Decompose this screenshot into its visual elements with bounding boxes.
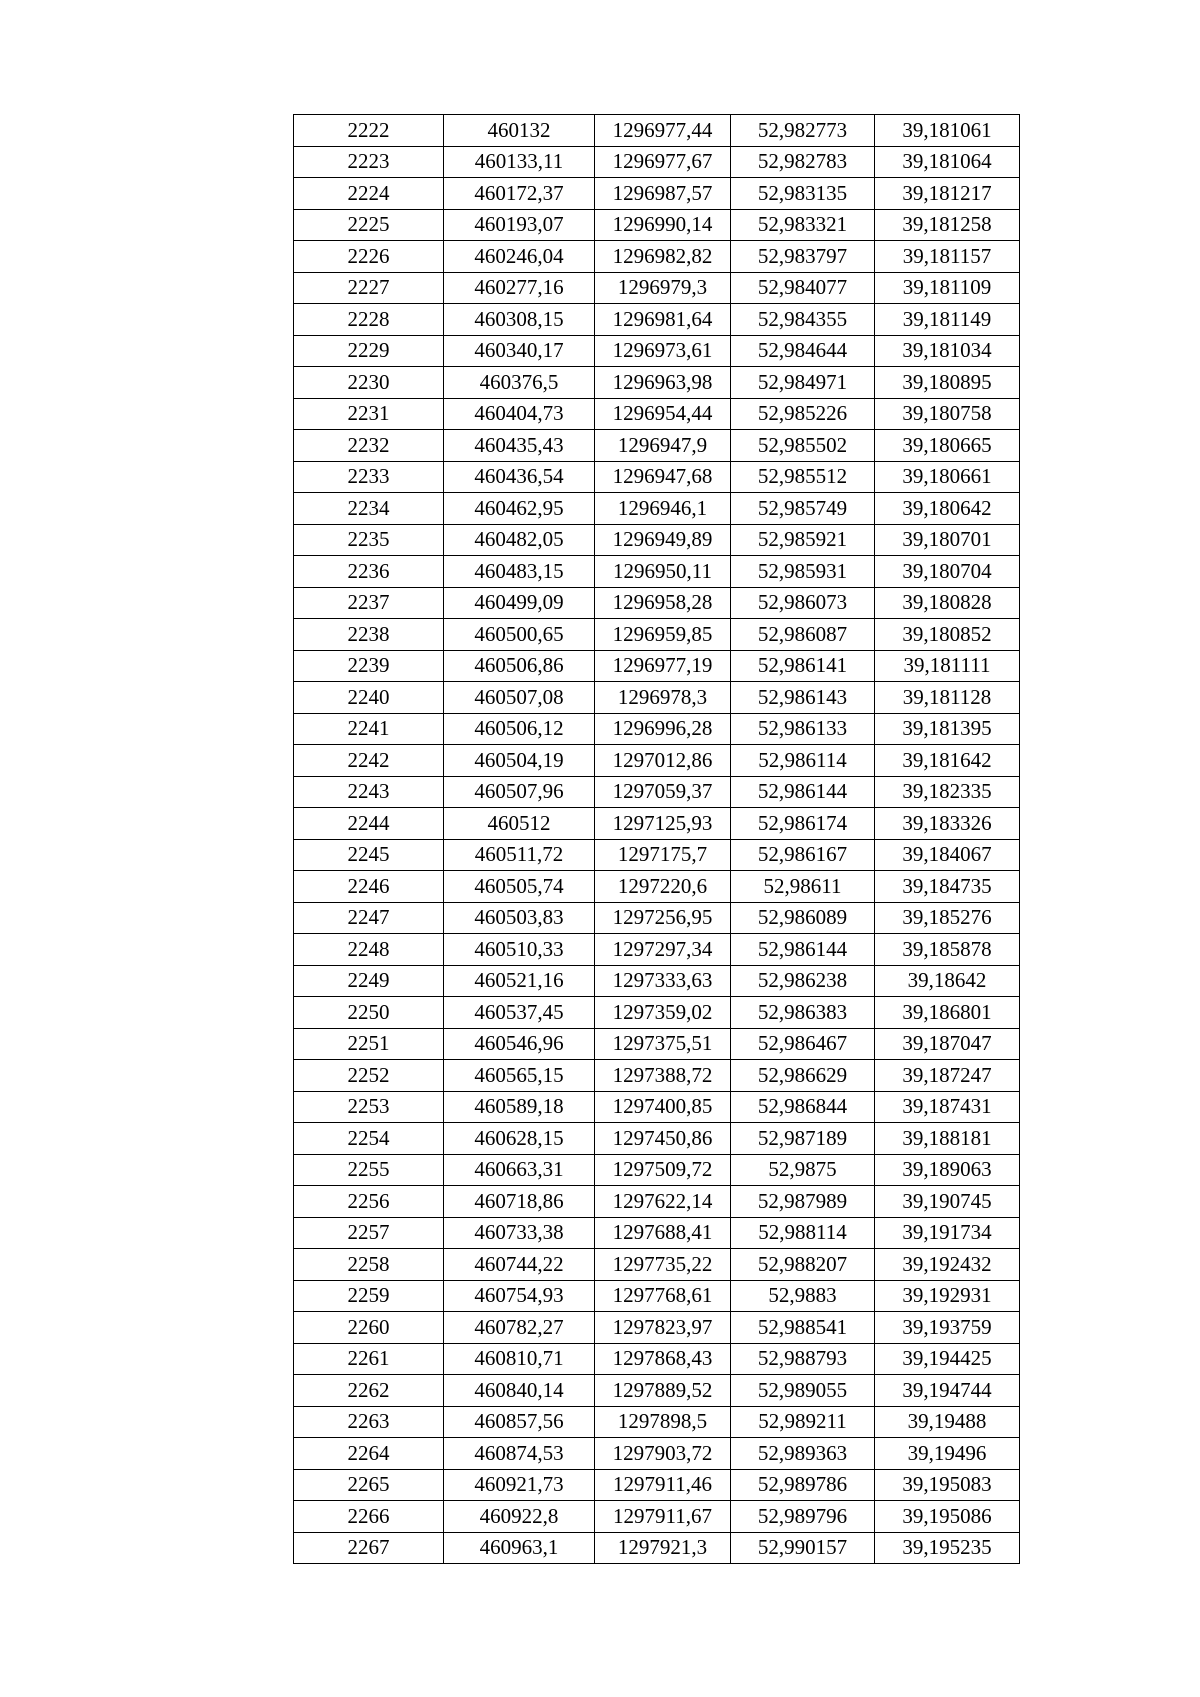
table-row <box>294 965 1020 997</box>
x-coordinate-cell: 460462,95 <box>444 493 595 525</box>
x-coordinate-cell: 460133,11 <box>444 146 595 178</box>
longitude-cell: 39,195086 <box>875 1501 1020 1533</box>
longitude-cell: 39,181157 <box>875 241 1020 273</box>
table-row <box>294 776 1020 808</box>
x-coordinate-cell: 460193,07 <box>444 209 595 241</box>
table-row <box>294 335 1020 367</box>
point-number-cell: 2231 <box>294 398 444 430</box>
longitude-cell: 39,180661 <box>875 461 1020 493</box>
y-coordinate-cell: 1297400,85 <box>595 1091 731 1123</box>
latitude-cell: 52,989211 <box>731 1406 875 1438</box>
x-coordinate-cell: 460840,14 <box>444 1375 595 1407</box>
point-number-cell: 2238 <box>294 619 444 651</box>
table-row <box>294 934 1020 966</box>
latitude-cell: 52,982783 <box>731 146 875 178</box>
point-number-cell: 2232 <box>294 430 444 462</box>
table-row <box>294 997 1020 1029</box>
table-row <box>294 745 1020 777</box>
longitude-cell: 39,186801 <box>875 997 1020 1029</box>
table-row <box>294 1438 1020 1470</box>
latitude-cell: 52,986238 <box>731 965 875 997</box>
latitude-cell: 52,984971 <box>731 367 875 399</box>
y-coordinate-cell: 1297911,67 <box>595 1501 731 1533</box>
table-row <box>294 367 1020 399</box>
latitude-cell: 52,988541 <box>731 1312 875 1344</box>
latitude-cell: 52,986087 <box>731 619 875 651</box>
table-row <box>294 1217 1020 1249</box>
latitude-cell: 52,986114 <box>731 745 875 777</box>
x-coordinate-cell: 460963,1 <box>444 1532 595 1564</box>
table-row <box>294 713 1020 745</box>
point-number-cell: 2255 <box>294 1154 444 1186</box>
longitude-cell: 39,181642 <box>875 745 1020 777</box>
x-coordinate-cell: 460537,45 <box>444 997 595 1029</box>
longitude-cell: 39,187247 <box>875 1060 1020 1092</box>
table-row <box>294 524 1020 556</box>
longitude-cell: 39,185276 <box>875 902 1020 934</box>
y-coordinate-cell: 1296950,11 <box>595 556 731 588</box>
y-coordinate-cell: 1296982,82 <box>595 241 731 273</box>
table-row <box>294 587 1020 619</box>
y-coordinate-cell: 1297388,72 <box>595 1060 731 1092</box>
longitude-cell: 39,181064 <box>875 146 1020 178</box>
x-coordinate-cell: 460511,72 <box>444 839 595 871</box>
longitude-cell: 39,194744 <box>875 1375 1020 1407</box>
y-coordinate-cell: 1296973,61 <box>595 335 731 367</box>
point-number-cell: 2250 <box>294 997 444 1029</box>
y-coordinate-cell: 1297622,14 <box>595 1186 731 1218</box>
x-coordinate-cell: 460435,43 <box>444 430 595 462</box>
x-coordinate-cell: 460512 <box>444 808 595 840</box>
y-coordinate-cell: 1296977,44 <box>595 115 731 147</box>
y-coordinate-cell: 1297903,72 <box>595 1438 731 1470</box>
point-number-cell: 2256 <box>294 1186 444 1218</box>
longitude-cell: 39,187047 <box>875 1028 1020 1060</box>
point-number-cell: 2258 <box>294 1249 444 1281</box>
point-number-cell: 2265 <box>294 1469 444 1501</box>
latitude-cell: 52,985226 <box>731 398 875 430</box>
point-number-cell: 2267 <box>294 1532 444 1564</box>
x-coordinate-cell: 460246,04 <box>444 241 595 273</box>
longitude-cell: 39,181061 <box>875 115 1020 147</box>
table-row <box>294 1343 1020 1375</box>
point-number-cell: 2235 <box>294 524 444 556</box>
x-coordinate-cell: 460308,15 <box>444 304 595 336</box>
x-coordinate-cell: 460510,33 <box>444 934 595 966</box>
latitude-cell: 52,985749 <box>731 493 875 525</box>
y-coordinate-cell: 1297125,93 <box>595 808 731 840</box>
x-coordinate-cell: 460404,73 <box>444 398 595 430</box>
latitude-cell: 52,984644 <box>731 335 875 367</box>
longitude-cell: 39,181034 <box>875 335 1020 367</box>
latitude-cell: 52,989363 <box>731 1438 875 1470</box>
latitude-cell: 52,9883 <box>731 1280 875 1312</box>
latitude-cell: 52,986073 <box>731 587 875 619</box>
y-coordinate-cell: 1297735,22 <box>595 1249 731 1281</box>
x-coordinate-cell: 460521,16 <box>444 965 595 997</box>
x-coordinate-cell: 460503,83 <box>444 902 595 934</box>
longitude-cell: 39,180852 <box>875 619 1020 651</box>
table-row <box>294 1532 1020 1564</box>
point-number-cell: 2227 <box>294 272 444 304</box>
longitude-cell: 39,187431 <box>875 1091 1020 1123</box>
longitude-cell: 39,180665 <box>875 430 1020 462</box>
longitude-cell: 39,18642 <box>875 965 1020 997</box>
point-number-cell: 2259 <box>294 1280 444 1312</box>
y-coordinate-cell: 1296954,44 <box>595 398 731 430</box>
longitude-cell: 39,180895 <box>875 367 1020 399</box>
point-number-cell: 2254 <box>294 1123 444 1155</box>
latitude-cell: 52,983321 <box>731 209 875 241</box>
longitude-cell: 39,184067 <box>875 839 1020 871</box>
table-row <box>294 1406 1020 1438</box>
table-row <box>294 902 1020 934</box>
latitude-cell: 52,987189 <box>731 1123 875 1155</box>
y-coordinate-cell: 1297768,61 <box>595 1280 731 1312</box>
point-number-cell: 2248 <box>294 934 444 966</box>
latitude-cell: 52,989796 <box>731 1501 875 1533</box>
y-coordinate-cell: 1296959,85 <box>595 619 731 651</box>
point-number-cell: 2222 <box>294 115 444 147</box>
longitude-cell: 39,193759 <box>875 1312 1020 1344</box>
table-row <box>294 556 1020 588</box>
table-row <box>294 146 1020 178</box>
x-coordinate-cell: 460172,37 <box>444 178 595 210</box>
point-number-cell: 2229 <box>294 335 444 367</box>
longitude-cell: 39,191734 <box>875 1217 1020 1249</box>
latitude-cell: 52,989055 <box>731 1375 875 1407</box>
latitude-cell: 52,986383 <box>731 997 875 1029</box>
longitude-cell: 39,189063 <box>875 1154 1020 1186</box>
x-coordinate-cell: 460505,74 <box>444 871 595 903</box>
longitude-cell: 39,181395 <box>875 713 1020 745</box>
table-row <box>294 619 1020 651</box>
y-coordinate-cell: 1297898,5 <box>595 1406 731 1438</box>
x-coordinate-cell: 460483,15 <box>444 556 595 588</box>
latitude-cell: 52,986167 <box>731 839 875 871</box>
point-number-cell: 2223 <box>294 146 444 178</box>
table-row <box>294 871 1020 903</box>
x-coordinate-cell: 460874,53 <box>444 1438 595 1470</box>
table-row <box>294 839 1020 871</box>
point-number-cell: 2224 <box>294 178 444 210</box>
table-row <box>294 178 1020 210</box>
y-coordinate-cell: 1297688,41 <box>595 1217 731 1249</box>
point-number-cell: 2237 <box>294 587 444 619</box>
point-number-cell: 2240 <box>294 682 444 714</box>
table-row <box>294 1249 1020 1281</box>
table-row <box>294 1375 1020 1407</box>
latitude-cell: 52,985921 <box>731 524 875 556</box>
table-row <box>294 1154 1020 1186</box>
point-number-cell: 2251 <box>294 1028 444 1060</box>
point-number-cell: 2262 <box>294 1375 444 1407</box>
table-row <box>294 1501 1020 1533</box>
longitude-cell: 39,195083 <box>875 1469 1020 1501</box>
table-row <box>294 241 1020 273</box>
longitude-cell: 39,181111 <box>875 650 1020 682</box>
point-number-cell: 2257 <box>294 1217 444 1249</box>
y-coordinate-cell: 1296979,3 <box>595 272 731 304</box>
y-coordinate-cell: 1296963,98 <box>595 367 731 399</box>
table-row <box>294 1091 1020 1123</box>
x-coordinate-cell: 460810,71 <box>444 1343 595 1375</box>
longitude-cell: 39,180701 <box>875 524 1020 556</box>
table-row <box>294 115 1020 147</box>
point-number-cell: 2230 <box>294 367 444 399</box>
point-number-cell: 2245 <box>294 839 444 871</box>
table-row <box>294 650 1020 682</box>
x-coordinate-cell: 460376,5 <box>444 367 595 399</box>
table-row <box>294 682 1020 714</box>
table-row <box>294 1028 1020 1060</box>
y-coordinate-cell: 1296990,14 <box>595 209 731 241</box>
y-coordinate-cell: 1296981,64 <box>595 304 731 336</box>
point-number-cell: 2236 <box>294 556 444 588</box>
point-number-cell: 2242 <box>294 745 444 777</box>
longitude-cell: 39,195235 <box>875 1532 1020 1564</box>
point-number-cell: 2253 <box>294 1091 444 1123</box>
y-coordinate-cell: 1296996,28 <box>595 713 731 745</box>
y-coordinate-cell: 1297359,02 <box>595 997 731 1029</box>
longitude-cell: 39,188181 <box>875 1123 1020 1155</box>
y-coordinate-cell: 1297059,37 <box>595 776 731 808</box>
latitude-cell: 52,987989 <box>731 1186 875 1218</box>
table-row <box>294 398 1020 430</box>
y-coordinate-cell: 1297012,86 <box>595 745 731 777</box>
x-coordinate-cell: 460589,18 <box>444 1091 595 1123</box>
longitude-cell: 39,180758 <box>875 398 1020 430</box>
x-coordinate-cell: 460921,73 <box>444 1469 595 1501</box>
longitude-cell: 39,181149 <box>875 304 1020 336</box>
y-coordinate-cell: 1297256,95 <box>595 902 731 934</box>
latitude-cell: 52,982773 <box>731 115 875 147</box>
x-coordinate-cell: 460507,08 <box>444 682 595 714</box>
latitude-cell: 52,986174 <box>731 808 875 840</box>
point-number-cell: 2266 <box>294 1501 444 1533</box>
point-number-cell: 2246 <box>294 871 444 903</box>
x-coordinate-cell: 460132 <box>444 115 595 147</box>
latitude-cell: 52,986844 <box>731 1091 875 1123</box>
point-number-cell: 2228 <box>294 304 444 336</box>
x-coordinate-cell: 460922,8 <box>444 1501 595 1533</box>
y-coordinate-cell: 1297375,51 <box>595 1028 731 1060</box>
latitude-cell: 52,984077 <box>731 272 875 304</box>
y-coordinate-cell: 1297868,43 <box>595 1343 731 1375</box>
latitude-cell: 52,983797 <box>731 241 875 273</box>
table-row <box>294 493 1020 525</box>
y-coordinate-cell: 1297509,72 <box>595 1154 731 1186</box>
x-coordinate-cell: 460718,86 <box>444 1186 595 1218</box>
point-number-cell: 2241 <box>294 713 444 745</box>
y-coordinate-cell: 1297823,97 <box>595 1312 731 1344</box>
latitude-cell: 52,985502 <box>731 430 875 462</box>
coordinates-table-body <box>294 115 1020 1564</box>
latitude-cell: 52,988114 <box>731 1217 875 1249</box>
longitude-cell: 39,192931 <box>875 1280 1020 1312</box>
y-coordinate-cell: 1297921,3 <box>595 1532 731 1564</box>
latitude-cell: 52,985512 <box>731 461 875 493</box>
x-coordinate-cell: 460340,17 <box>444 335 595 367</box>
x-coordinate-cell: 460754,93 <box>444 1280 595 1312</box>
y-coordinate-cell: 1297220,6 <box>595 871 731 903</box>
table-row <box>294 1280 1020 1312</box>
table-row <box>294 430 1020 462</box>
table-row <box>294 1123 1020 1155</box>
y-coordinate-cell: 1296949,89 <box>595 524 731 556</box>
x-coordinate-cell: 460628,15 <box>444 1123 595 1155</box>
y-coordinate-cell: 1297333,63 <box>595 965 731 997</box>
longitude-cell: 39,183326 <box>875 808 1020 840</box>
table-row <box>294 1469 1020 1501</box>
coordinates-table <box>293 114 1020 1564</box>
x-coordinate-cell: 460500,65 <box>444 619 595 651</box>
table-row <box>294 272 1020 304</box>
longitude-cell: 39,181258 <box>875 209 1020 241</box>
point-number-cell: 2263 <box>294 1406 444 1438</box>
longitude-cell: 39,180642 <box>875 493 1020 525</box>
y-coordinate-cell: 1297889,52 <box>595 1375 731 1407</box>
point-number-cell: 2261 <box>294 1343 444 1375</box>
latitude-cell: 52,986467 <box>731 1028 875 1060</box>
x-coordinate-cell: 460733,38 <box>444 1217 595 1249</box>
table-row <box>294 209 1020 241</box>
table-row <box>294 304 1020 336</box>
y-coordinate-cell: 1296977,67 <box>595 146 731 178</box>
x-coordinate-cell: 460436,54 <box>444 461 595 493</box>
latitude-cell: 52,986629 <box>731 1060 875 1092</box>
point-number-cell: 2252 <box>294 1060 444 1092</box>
x-coordinate-cell: 460504,19 <box>444 745 595 777</box>
y-coordinate-cell: 1297450,86 <box>595 1123 731 1155</box>
latitude-cell: 52,985931 <box>731 556 875 588</box>
longitude-cell: 39,19496 <box>875 1438 1020 1470</box>
table-row <box>294 1186 1020 1218</box>
latitude-cell: 52,988207 <box>731 1249 875 1281</box>
latitude-cell: 52,986143 <box>731 682 875 714</box>
x-coordinate-cell: 460507,96 <box>444 776 595 808</box>
longitude-cell: 39,192432 <box>875 1249 1020 1281</box>
longitude-cell: 39,181217 <box>875 178 1020 210</box>
y-coordinate-cell: 1297911,46 <box>595 1469 731 1501</box>
latitude-cell: 52,98611 <box>731 871 875 903</box>
y-coordinate-cell: 1296946,1 <box>595 493 731 525</box>
longitude-cell: 39,181109 <box>875 272 1020 304</box>
longitude-cell: 39,180704 <box>875 556 1020 588</box>
x-coordinate-cell: 460277,16 <box>444 272 595 304</box>
y-coordinate-cell: 1296947,9 <box>595 430 731 462</box>
latitude-cell: 52,990157 <box>731 1532 875 1564</box>
table-row <box>294 808 1020 840</box>
x-coordinate-cell: 460482,05 <box>444 524 595 556</box>
latitude-cell: 52,984355 <box>731 304 875 336</box>
x-coordinate-cell: 460782,27 <box>444 1312 595 1344</box>
longitude-cell: 39,194425 <box>875 1343 1020 1375</box>
table-row <box>294 461 1020 493</box>
point-number-cell: 2225 <box>294 209 444 241</box>
x-coordinate-cell: 460565,15 <box>444 1060 595 1092</box>
longitude-cell: 39,180828 <box>875 587 1020 619</box>
x-coordinate-cell: 460546,96 <box>444 1028 595 1060</box>
latitude-cell: 52,989786 <box>731 1469 875 1501</box>
latitude-cell: 52,986089 <box>731 902 875 934</box>
point-number-cell: 2234 <box>294 493 444 525</box>
latitude-cell: 52,986144 <box>731 776 875 808</box>
x-coordinate-cell: 460857,56 <box>444 1406 595 1438</box>
table-row <box>294 1312 1020 1344</box>
x-coordinate-cell: 460663,31 <box>444 1154 595 1186</box>
point-number-cell: 2244 <box>294 808 444 840</box>
point-number-cell: 2260 <box>294 1312 444 1344</box>
latitude-cell: 52,986133 <box>731 713 875 745</box>
point-number-cell: 2249 <box>294 965 444 997</box>
longitude-cell: 39,185878 <box>875 934 1020 966</box>
y-coordinate-cell: 1296947,68 <box>595 461 731 493</box>
point-number-cell: 2243 <box>294 776 444 808</box>
longitude-cell: 39,182335 <box>875 776 1020 808</box>
latitude-cell: 52,986144 <box>731 934 875 966</box>
y-coordinate-cell: 1296987,57 <box>595 178 731 210</box>
longitude-cell: 39,181128 <box>875 682 1020 714</box>
point-number-cell: 2264 <box>294 1438 444 1470</box>
longitude-cell: 39,184735 <box>875 871 1020 903</box>
y-coordinate-cell: 1297297,34 <box>595 934 731 966</box>
longitude-cell: 39,190745 <box>875 1186 1020 1218</box>
longitude-cell: 39,19488 <box>875 1406 1020 1438</box>
latitude-cell: 52,986141 <box>731 650 875 682</box>
y-coordinate-cell: 1297175,7 <box>595 839 731 871</box>
point-number-cell: 2247 <box>294 902 444 934</box>
x-coordinate-cell: 460744,22 <box>444 1249 595 1281</box>
table-row <box>294 1060 1020 1092</box>
latitude-cell: 52,9875 <box>731 1154 875 1186</box>
point-number-cell: 2233 <box>294 461 444 493</box>
x-coordinate-cell: 460506,12 <box>444 713 595 745</box>
x-coordinate-cell: 460499,09 <box>444 587 595 619</box>
x-coordinate-cell: 460506,86 <box>444 650 595 682</box>
latitude-cell: 52,983135 <box>731 178 875 210</box>
y-coordinate-cell: 1296978,3 <box>595 682 731 714</box>
point-number-cell: 2226 <box>294 241 444 273</box>
latitude-cell: 52,988793 <box>731 1343 875 1375</box>
point-number-cell: 2239 <box>294 650 444 682</box>
y-coordinate-cell: 1296977,19 <box>595 650 731 682</box>
y-coordinate-cell: 1296958,28 <box>595 587 731 619</box>
